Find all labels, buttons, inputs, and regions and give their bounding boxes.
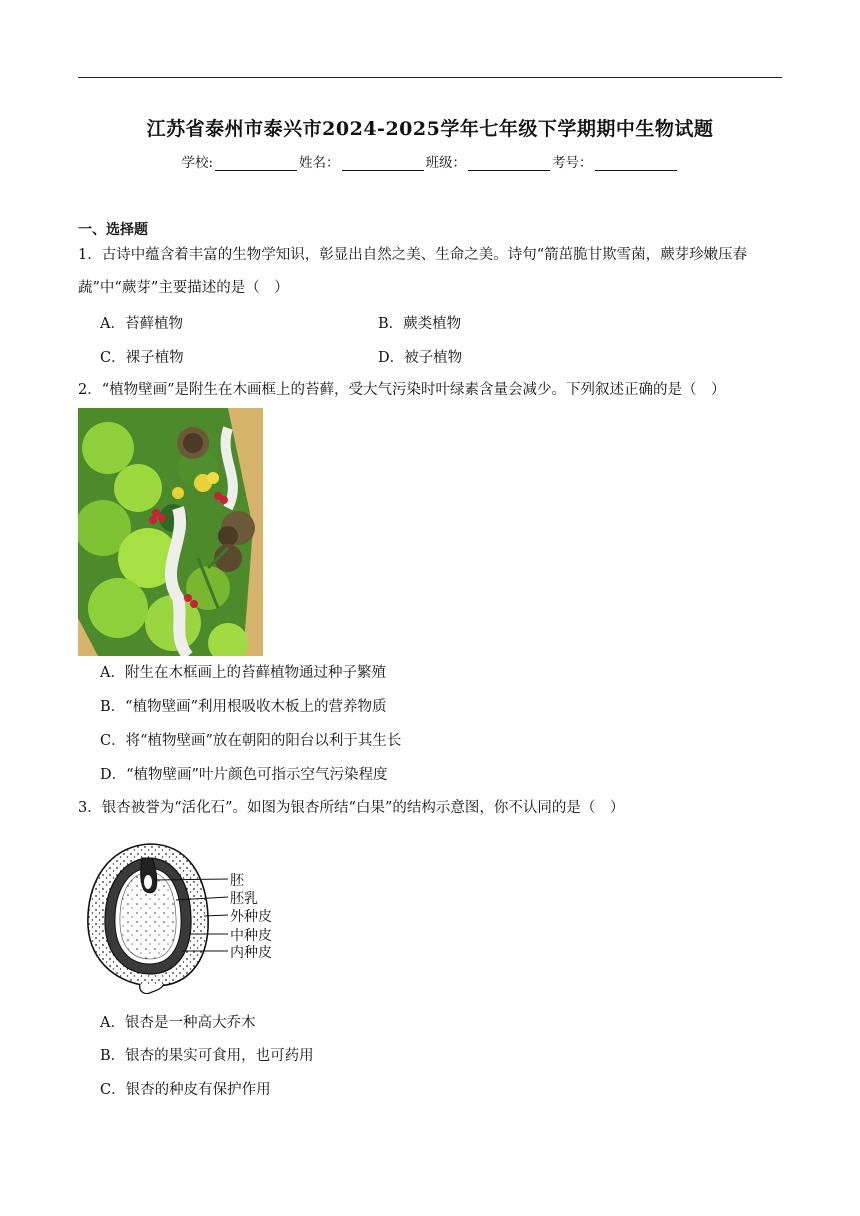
option-text: 附生在木框画上的苔藓植物通过种子繁殖 xyxy=(124,665,386,681)
class-label: 班级： xyxy=(425,155,467,171)
ginkgo-seed-diagram xyxy=(80,838,290,994)
option-letter: B． xyxy=(378,316,404,332)
option-letter: A． xyxy=(100,665,125,681)
option-text: 银杏是一种高大乔木 xyxy=(124,1015,256,1031)
exam-number-label: 考号： xyxy=(552,155,593,171)
option-letter: B． xyxy=(100,699,126,715)
option-text: 苔藓植物 xyxy=(124,316,183,332)
name-label: 姓名： xyxy=(299,155,340,171)
question-2 xyxy=(78,374,782,407)
option-text: 被子植物 xyxy=(404,350,463,366)
option-text: “植物壁画”利用根吸收木板上的营养物质 xyxy=(125,699,387,715)
option-letter: C． xyxy=(100,733,126,749)
q1-option-b[interactable] xyxy=(378,314,461,334)
q1-option-d[interactable] xyxy=(378,348,462,368)
question-3 xyxy=(78,792,782,825)
option-letter: C． xyxy=(100,350,126,366)
option-letter: D． xyxy=(378,350,405,366)
question-3-number: 3． xyxy=(78,800,102,816)
label-inner-seed-coat: 内种皮 xyxy=(230,945,272,961)
name-blank[interactable] xyxy=(342,156,424,171)
question-3-stem: 银杏被誉为“活化石”。如图为银杏所结“白果”的结构示意图，你不认同的是（ ） xyxy=(101,800,625,816)
option-letter: A． xyxy=(100,1015,125,1031)
question-1 xyxy=(78,239,782,305)
exam-number-blank[interactable] xyxy=(595,156,677,171)
student-info-line xyxy=(0,151,860,171)
seed-stalk xyxy=(140,984,164,994)
moss-wall-image xyxy=(78,408,263,656)
option-letter: B． xyxy=(100,1048,126,1064)
label-outer-seed-coat: 外种皮 xyxy=(230,909,272,925)
question-1-line-2: 蔬”中“蕨芽”主要描述的是（ ） xyxy=(78,280,289,296)
option-text: 将“植物壁画”放在朝阳的阳台以利于其生长 xyxy=(125,733,402,749)
ginkgo-seed-structure xyxy=(80,838,290,994)
option-text: 银杏的种皮有保护作用 xyxy=(125,1082,271,1098)
question-1-number: 1． xyxy=(78,247,102,263)
option-letter: C． xyxy=(100,1082,126,1098)
option-letter: D． xyxy=(100,767,127,783)
q1-option-a[interactable] xyxy=(100,314,183,334)
school-label: 学校: xyxy=(181,155,214,171)
q3-option-b[interactable] xyxy=(100,1046,314,1066)
option-letter: A． xyxy=(100,316,125,332)
option-text: “植物壁画”叶片颜色可指示空气污染程度 xyxy=(126,767,388,783)
question-2-line-1 xyxy=(78,374,782,407)
q2-option-b[interactable] xyxy=(100,697,386,717)
label-middle-seed-coat: 中种皮 xyxy=(230,928,272,944)
q3-option-c[interactable] xyxy=(100,1080,271,1100)
q2-option-c[interactable] xyxy=(100,731,401,751)
q2-option-d[interactable] xyxy=(100,765,387,785)
q3-option-a[interactable] xyxy=(100,1013,255,1033)
option-text: 裸子植物 xyxy=(125,350,184,366)
q2-option-a[interactable] xyxy=(100,663,386,683)
question-1-stem: 古诗中蕴含着丰富的生物学知识，彰显出自然之美、生命之美。诗句“箭茁脆甘欺雪菌，蕨芽珍嫩压春 xyxy=(101,247,748,263)
label-endosperm: 胚乳 xyxy=(230,891,258,907)
question-3-line-1 xyxy=(78,792,782,825)
label-embryo: 胚 xyxy=(230,873,244,889)
option-text: 银杏的果实可食用，也可药用 xyxy=(125,1048,314,1064)
question-2-number: 2． xyxy=(78,382,102,398)
q1-option-c[interactable] xyxy=(100,348,184,368)
header-rule xyxy=(78,77,782,78)
class-blank[interactable] xyxy=(468,156,550,171)
section-heading: 一、选择题 xyxy=(78,222,148,238)
moss-wall-painting-photo xyxy=(78,408,263,656)
option-text: 蕨类植物 xyxy=(403,316,462,332)
question-1-line-1 xyxy=(78,239,782,272)
question-2-stem: “植物壁画”是附生在木画框上的苔藓，受大气污染时叶绿素含量会减少。下列叙述正确的是（ ） xyxy=(101,382,726,398)
exam-title: 江苏省泰州市泰兴市2024-2025学年七年级下学期期中生物试题 xyxy=(146,118,714,140)
school-blank[interactable] xyxy=(215,156,297,171)
